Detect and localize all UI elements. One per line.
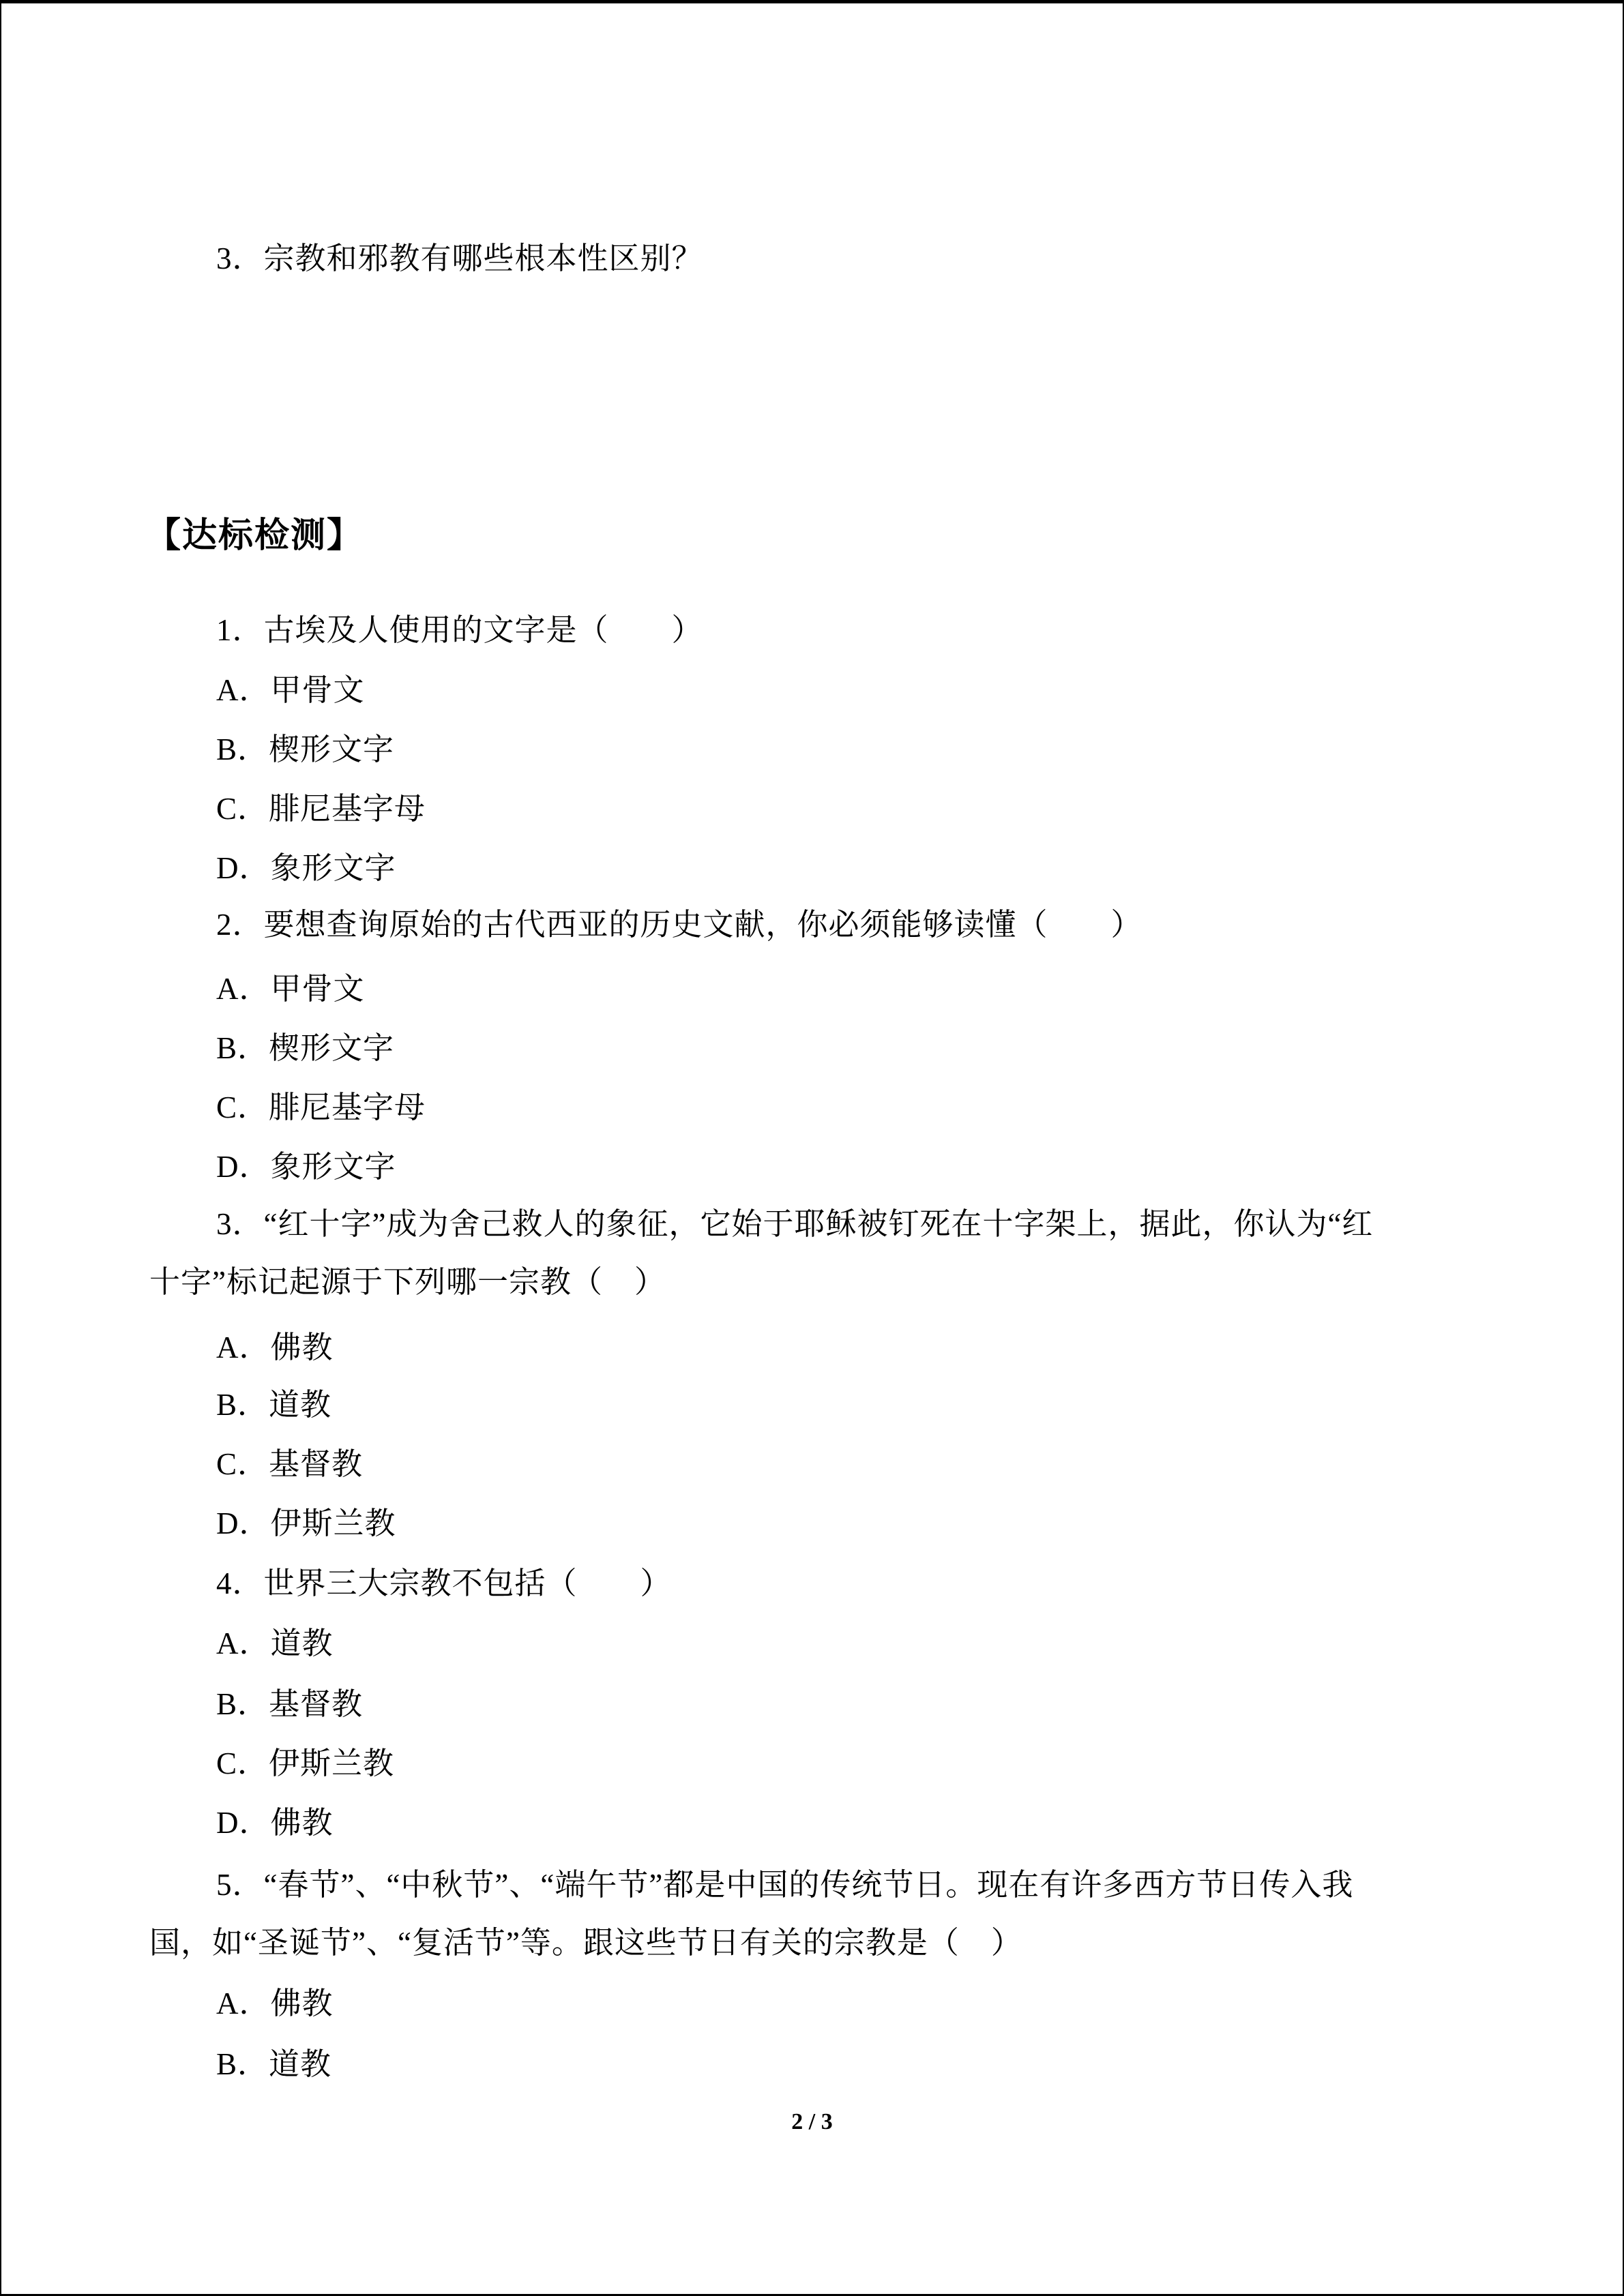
answer-option: C．伊斯兰教 bbox=[216, 1746, 395, 1780]
answer-option: B．道教 bbox=[216, 2047, 332, 2081]
question-stem: 4．世界三大宗教不包括（ ） bbox=[216, 1566, 672, 1600]
answer-option: B．道教 bbox=[216, 1388, 332, 1422]
question-stem: 5．“春节”、“中秋节”、“端午节”都是中国的传统节日。现在有许多西方节日传入我 bbox=[216, 1868, 1354, 1902]
review-question: 3．宗教和邪教有哪些根本性区别？ bbox=[216, 241, 703, 275]
answer-option: A．甲骨文 bbox=[216, 972, 365, 1006]
page-number: 2 / 3 bbox=[791, 2109, 833, 2134]
section-title: 【达标检测】 bbox=[146, 517, 364, 555]
question-stem-line2: 国，如“圣诞节”、“复活节”等。跟这些节日有关的宗教是（ ） bbox=[149, 1926, 1022, 1960]
question-stem: 1．古埃及人使用的文字是（ ） bbox=[216, 613, 703, 647]
question-stem: 3．“红十字”成为舍己救人的象征，它始于耶稣被钉死在十字架上，据此，你认为“红 bbox=[216, 1207, 1374, 1241]
answer-option: D．伊斯兰教 bbox=[216, 1506, 396, 1540]
answer-option: D．象形文字 bbox=[216, 851, 396, 885]
answer-option: A．道教 bbox=[216, 1626, 334, 1660]
answer-option: C．腓尼基字母 bbox=[216, 792, 426, 826]
answer-option: C．基督教 bbox=[216, 1447, 364, 1481]
question-stem-line2: 十字”标记起源于下列哪一宗教（ ） bbox=[149, 1265, 666, 1299]
answer-option: C．腓尼基字母 bbox=[216, 1090, 426, 1124]
answer-option: B．楔形文字 bbox=[216, 1031, 395, 1065]
question-stem: 2．要想查询原始的古代西亚的历史文献，你必须能够读懂（ ） bbox=[216, 908, 1142, 942]
answer-option: D．佛教 bbox=[216, 1806, 334, 1840]
answer-option: B．楔形文字 bbox=[216, 732, 395, 766]
answer-option: A．佛教 bbox=[216, 1986, 334, 2021]
answer-option: A．佛教 bbox=[216, 1330, 334, 1365]
answer-option: B．基督教 bbox=[216, 1687, 364, 1721]
answer-option: A．甲骨文 bbox=[216, 673, 365, 707]
answer-option: D．象形文字 bbox=[216, 1150, 396, 1184]
